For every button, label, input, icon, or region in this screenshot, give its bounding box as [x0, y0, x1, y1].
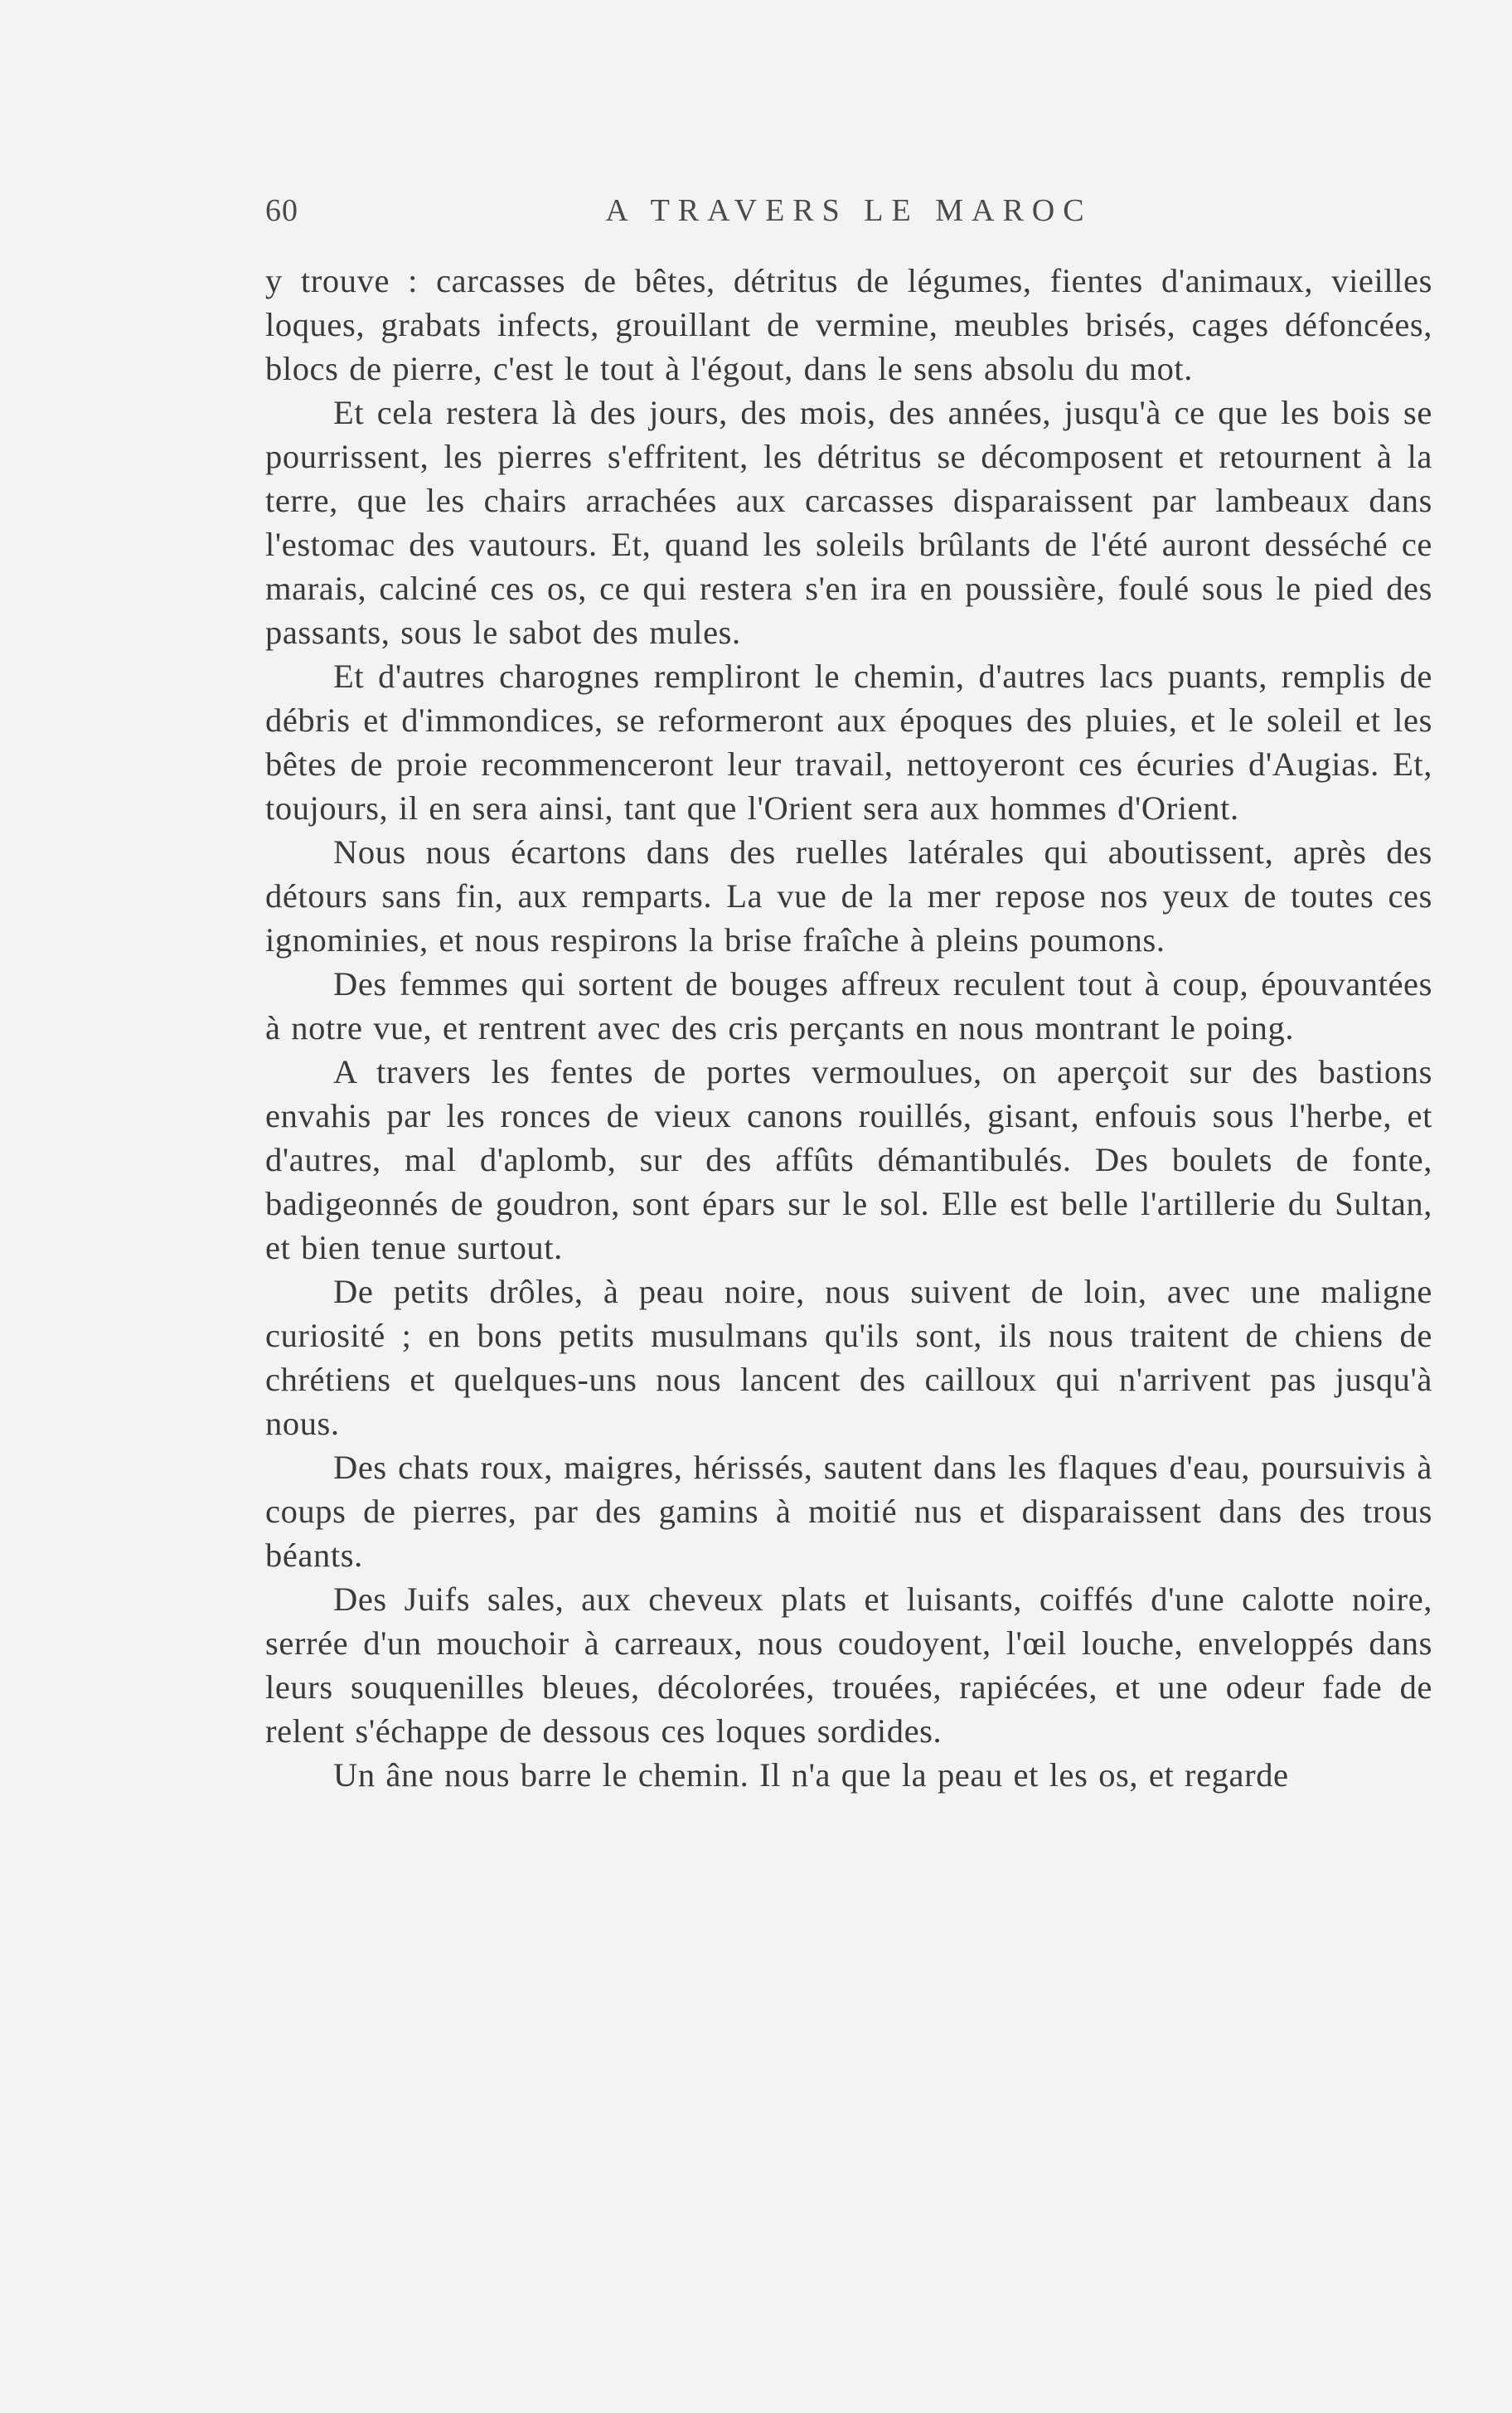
paragraph: Nous nous écartons dans des ruelles latérales qui aboutissent, après des détours sans fin, aux remparts. La vue de la mer repose nos yeux de toutes ces ignominies, et nous respirons la brise fraîche à pleins poumons.	[265, 833, 1432, 959]
paragraph: Des chats roux, maigres, hérissés, sautent dans les flaques d'eau, poursuivis à coups de pierres, par des gamins à moitié nus et disparaissent dans des trous béants.	[265, 1449, 1432, 1574]
paragraph: A travers les fentes de portes vermoulues, on aperçoit sur des bastions envahis par les ronces de vieux canons rouillés, gisant, enfouis sous l'herbe, et d'autres, mal d'aplomb, sur des affûts démantibulés. Des boulets de fonte, badigeonnés de goudron, sont épars sur le sol. Elle est belle l'artillerie du Sultan, et bien tenue surtout.	[265, 1053, 1432, 1266]
paragraph: Des Juifs sales, aux cheveux plats et luisants, coiffés d'une calotte noire, serrée d'un mouchoir à carreaux, nous coudoyent, l'œil louche, enveloppés dans leurs souquenilles bleues, décolorées, trouées, rapiécées, et une odeur fade de relent s'échappe de dessous ces loques sordides.	[265, 1580, 1432, 1750]
page-number: 60	[265, 193, 298, 228]
body-text	[265, 259, 1432, 1797]
paragraph: Un âne nous barre le chemin. Il n'a que la peau et les os, et regarde	[333, 1756, 1289, 1794]
paragraph: De petits drôles, à peau noire, nous suivent de loin, avec une maligne curiosité ; en bons petits musulmans qu'ils sont, ils nous traitent de chiens de chrétiens et quelques-uns nous lancent des cailloux qui n'arrivent pas jusqu'à nous.	[265, 1273, 1432, 1442]
paragraph: Des femmes qui sortent de bouges affreux reculent tout à coup, épouvantées à notre vue, et rentrent avec des cris perçants en nous montrant le poing.	[265, 965, 1432, 1046]
page-header	[265, 192, 1432, 242]
paragraph-continued: y trouve : carcasses de bêtes, détritus de légumes, fientes d'animaux, vieilles loques, grabats infects, grouillant de vermine, meubles brisés, cages défoncées, blocs de pierre, c'est le tout à l'égout, dans le sens absolu du mot.	[265, 262, 1432, 387]
paragraph: Et cela restera là des jours, des mois, des années, jusqu'à ce que les bois se pourrissent, les pierres s'effritent, les détritus se décomposent et retournent à la terre, que les chairs arrachées aux carcasses disparaissent par lambeaux dans l'estomac des vautours. Et, quand les soleils brûlants de l'été auront desséché ce marais, calciné ces os, ce qui restera s'en ira en poussière, foulé sous le pied des passants, sous le sabot des mules.	[265, 394, 1432, 651]
running-title: A TRAVERS LE MAROC	[605, 193, 1093, 228]
paragraph: Et d'autres charognes rempliront le chemin, d'autres lacs puants, remplis de débris et d'immondices, se reformeront aux époques des pluies, et le soleil et les bêtes de proie recommenceront leur travail, nettoyeront ces écuries d'Augias. Et, toujours, il en sera ainsi, tant que l'Orient sera aux hommes d'Orient.	[265, 658, 1432, 827]
